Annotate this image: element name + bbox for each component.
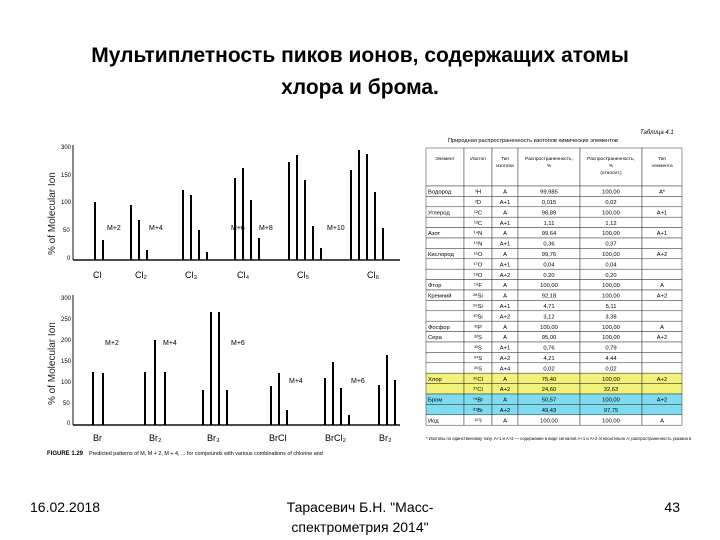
table-cell-text: ⁸¹Br [472,408,484,414]
table-cell [642,311,682,321]
table-cell-text: A [503,231,507,238]
table-cell-text: ¹⁴N [473,231,483,238]
table-cell-text: Водород [428,189,452,196]
table-cell-text: A+2 [499,387,511,394]
figure-ylabel-top: % of Molecular Ion [47,172,58,255]
bottom-peak-label: M+2 [105,340,119,347]
bottom-compound-label: Br [93,433,102,443]
table-cell-text: 100,00 [602,376,620,383]
table-cell-text: ²⁸Si [473,293,483,300]
table-cell-text: ³³S [474,345,482,352]
bottom-compound-label: Br₃ [207,433,220,443]
table-cell-text: A [503,189,507,196]
table-cell-text: 0,04 [543,262,555,269]
table-cell-text: ³⁷Cl [473,387,483,394]
table-cell-text: ²D [474,200,482,206]
table-cell-text: A+1 [499,304,511,310]
table-cell-text: 97,75 [603,408,619,414]
table-cell-text: 100,00 [602,210,620,217]
table-cell [642,342,682,352]
table-cell-text: 75,40 [541,376,557,383]
figure-ylabel-bottom: % of Molecular Ion [47,322,58,405]
table-cell-text: A [503,376,507,383]
table-header-text: Распространенность, [587,157,635,162]
table-cell-text: Кремний [428,293,452,300]
table-cell-text: ¹⁵N [473,241,483,248]
table-cell-text: A+2 [656,293,668,300]
slide-title [30,40,690,104]
table-cell-text: 0,76 [543,345,555,352]
table-header-text: Изотоп [470,157,486,162]
bottom-ytick: 250 [61,317,72,323]
bottom-compound-label: Br₂ [149,433,162,443]
table-cell-text: Углерод [428,210,450,217]
top-peak-label: M+4 [149,225,163,232]
bottom-ytick: 200 [61,338,72,344]
table-cell-text: 24,60 [541,387,557,394]
bottom-ytick: 0 [67,421,71,427]
table-cell-text: ¹⁶O [473,252,483,258]
top-peak-label: M+8 [259,225,273,232]
bottom-compound-label: BrCl [269,433,287,443]
figure-svg [45,140,405,460]
table-cell-text: ³²S [474,335,482,342]
table-cell-text: Кислород [428,252,454,258]
table-cell-text: 4,21 [543,356,555,362]
table-cell [426,217,464,227]
footer-author-line-1: Тарасевич Б.Н. "Масс- [286,499,434,515]
table-header-text: Тип [501,157,509,162]
table-header-cell [426,148,464,186]
title-line-2: хлора и брома. [281,76,439,99]
table-cell-text: 100,00 [602,335,620,342]
bottom-peak-label: M+6 [351,378,365,385]
table-cell-text: ¹²⁷I [474,418,482,425]
table-cell [642,352,682,362]
table-cell-text: Хлор [428,376,442,383]
bottom-compound-label: BrCl₂ [325,433,346,443]
table-cell-text: 49,43 [541,408,557,414]
table-header-text: % [546,164,552,169]
table-cell-text: 99,64 [541,231,557,238]
table-cell-text: 100,00 [540,283,558,290]
isotope-pattern-figure [45,140,405,460]
table-cell [426,269,464,279]
table-cell-text: A+1 [499,262,511,269]
table-cell-text: 92,18 [541,293,557,300]
table-cell [642,363,682,373]
table-cell-text: A [660,324,664,331]
table-cell-text: 0,20 [543,272,555,279]
table-caption: Природная распространенность изотопов химических элементов [448,138,618,144]
table-cell-text: 0,79 [605,345,617,352]
bottom-ytick: 50 [63,401,70,407]
table-cell-text: A+2 [656,376,668,383]
top-compound-label: Cl [93,270,102,280]
footer-author [270,497,450,537]
table-cell-text: 0,02 [605,200,617,206]
bottom-peak-label: M+4 [163,340,177,347]
table-cell-text: A+1 [499,241,511,248]
table-caption-right: Таблица 4.1 [640,130,674,136]
title-line-1: Мультиплетность пиков ионов, содержащих атомы [91,44,629,67]
table-cell-text: ³⁶S [473,366,483,373]
table-cell-text: 100,00 [602,397,620,404]
table-cell-text: ¹H [474,189,482,196]
bottom-peak-label: M+4 [289,378,303,385]
bottom-ytick: 150 [61,359,72,365]
table-cell [426,311,464,321]
table-cell-text: 100,00 [602,189,620,196]
table-cell-text: ¹³C [473,220,483,227]
top-compound-label: Cl₆ [367,270,380,280]
page-number: 43 [664,499,680,515]
table-header-cell [464,148,492,186]
table-header-text: % [608,164,614,169]
table-cell-text: 0,37 [605,241,617,248]
table-cell-text: A+2 [499,272,511,279]
table-cell-text: ²⁹Si [473,304,483,310]
table-svg [420,128,692,458]
table-cell-text: ¹²C [473,210,483,217]
table-cell-text: ⁷⁹Br [472,397,484,404]
table-cell-text: 100,00 [540,418,558,425]
bottom-peak-label: M+6 [231,340,245,347]
table-cell-text: A [503,283,507,290]
figure-caption: Predicted patterns of M, M + 2, M + 4, ... for compounds with various combinations of chlorine and [89,451,323,457]
table-cell-text: A+2 [499,314,511,321]
bottom-compound-label: Br₂ [379,433,392,443]
table-cell-text: A+4 [499,366,511,373]
table-cell-text: 4,44 [605,356,617,362]
top-ytick: 300 [61,145,72,151]
table-cell-text: 0,36 [543,241,555,248]
table-cell-text: A+2 [656,335,668,342]
table-cell-text: Фтор [428,283,442,290]
table-cell-text: 50,57 [541,397,557,404]
table-cell-text: 98,89 [541,210,557,217]
table-cell-text: 5,11 [605,304,617,310]
table-header-text: (относит.) [600,171,622,176]
table-cell-text: A [503,335,507,342]
table-cell-text: Фосфор [428,324,450,331]
table-cell-text: ³⁴S [473,356,483,362]
table-cell-text: 4,71 [543,304,555,310]
isotope-abundance-table [420,128,692,458]
table-cell-text: A+2 [656,397,668,404]
table-cell-text: 95,00 [541,335,557,342]
table-cell [642,404,682,414]
table-cell-text: A [503,293,507,300]
table-cell [642,384,682,394]
table-cell-text: 100,00 [602,283,620,290]
table-cell-text: ³⁵Cl [473,376,483,383]
table-cell [426,300,464,310]
table-cell-text: Бром [428,397,443,404]
table-cell-text: 99,985 [540,189,558,196]
top-peak-label: M+10 [327,225,345,232]
footer-date: 16.02.2018 [30,499,101,515]
table-header-text: Тип [658,157,666,162]
table-cell [642,269,682,279]
table-header-text: Распространенность, [525,157,573,162]
table-cell [426,259,464,269]
table-cell-text: 0,02 [605,366,617,373]
table-cell-text: 100,00 [602,231,620,238]
table-cell-text: 100,00 [540,324,558,331]
table-header-text: изотопа [496,164,514,169]
table-cell-text: A+2 [656,252,668,258]
top-peak-label: M+6 [231,225,245,232]
table-header [426,148,682,186]
table-cell-text: ¹⁷O [473,262,483,269]
table-cell-text: 100,00 [602,418,620,425]
table-cell [426,384,464,394]
table-cell-text: A [660,418,664,425]
table-cell-text: 3,12 [543,314,555,321]
top-compound-label: Cl₂ [135,270,147,280]
footer-author-line-2: спектрометрия 2014" [291,519,429,535]
table-cell [642,259,682,269]
table-header-text: Элемент [435,157,455,162]
table-cell-text: A+1 [499,220,511,227]
top-ytick: 150 [61,173,72,179]
table-cell [426,238,464,248]
bottom-ytick: 300 [61,296,72,302]
table-cell-text: A* [658,189,666,196]
table-cell-text: A+2 [499,356,511,362]
table-cell-text: 0,20 [605,272,617,279]
table-cell-text: 0,02 [543,366,555,373]
table-cell-text: 100,00 [602,293,620,300]
table-cell-text: A [503,418,507,425]
top-compound-label: Cl₃ [185,270,198,280]
top-peak-label: M+2 [107,225,121,232]
table-footnote: * Изотопы по единственному типу. A+1 и A+2 — содержание в виде сигналов A+1 и A+2 относительно A; распространенность указана в процентах [426,436,692,441]
table-cell-text: Иод [428,418,439,425]
table-cell-text: 100,00 [602,252,620,258]
table-cell-text: A [503,252,507,258]
bottom-panel [61,295,400,443]
top-panel [61,145,400,280]
top-ytick: 100 [61,200,72,206]
table-cell [642,238,682,248]
table-cell-text: 100,00 [602,324,620,331]
table-cell [426,352,464,362]
top-ytick: 50 [63,228,70,234]
table-cell [426,363,464,373]
table-cell-text: 0,015 [541,200,557,206]
table-cell-text: A+1 [656,231,668,238]
table-cell-text: Сера [428,335,442,342]
table-header-text: элемента [651,164,673,169]
table-cell [426,404,464,414]
table-cell-text: ¹⁹F [474,283,482,290]
table-cell-text: A+1 [499,345,511,352]
table-cell [642,300,682,310]
table-cell [426,196,464,206]
table-cell-text: ¹⁸O [473,272,483,279]
table-cell-text: ³¹P [474,324,482,331]
table-cell-text: A [503,324,507,331]
table-cell-text: Азот [428,231,441,238]
top-compound-label: Cl₄ [237,270,250,280]
table-cell-text: ³⁰Si [473,314,483,321]
table-cell-text: 32,63 [603,387,619,394]
table-cell-text: A+2 [499,408,511,414]
table-cell-text: 0,04 [605,262,617,269]
table-cell-text: 1,12 [605,220,617,227]
table-cell-text: 3,38 [605,314,617,321]
table-cell-text: A [660,283,664,290]
bottom-ytick: 100 [61,380,72,386]
table-cell [642,217,682,227]
table-cell-text: A+1 [499,200,511,206]
top-ytick: 0 [67,256,71,262]
figure-caption-label: FIGURE 1.29 [47,451,84,457]
table-cell [426,342,464,352]
table-cell-text: A [503,210,507,217]
table-cell [642,196,682,206]
table-cell-text: A+1 [656,210,668,217]
table-cell-text: 99,76 [541,252,557,258]
table-body [426,186,682,425]
top-compound-label: Cl₅ [297,270,310,280]
table-cell-text: 1,11 [543,220,555,227]
table-cell-text: A [503,397,507,404]
